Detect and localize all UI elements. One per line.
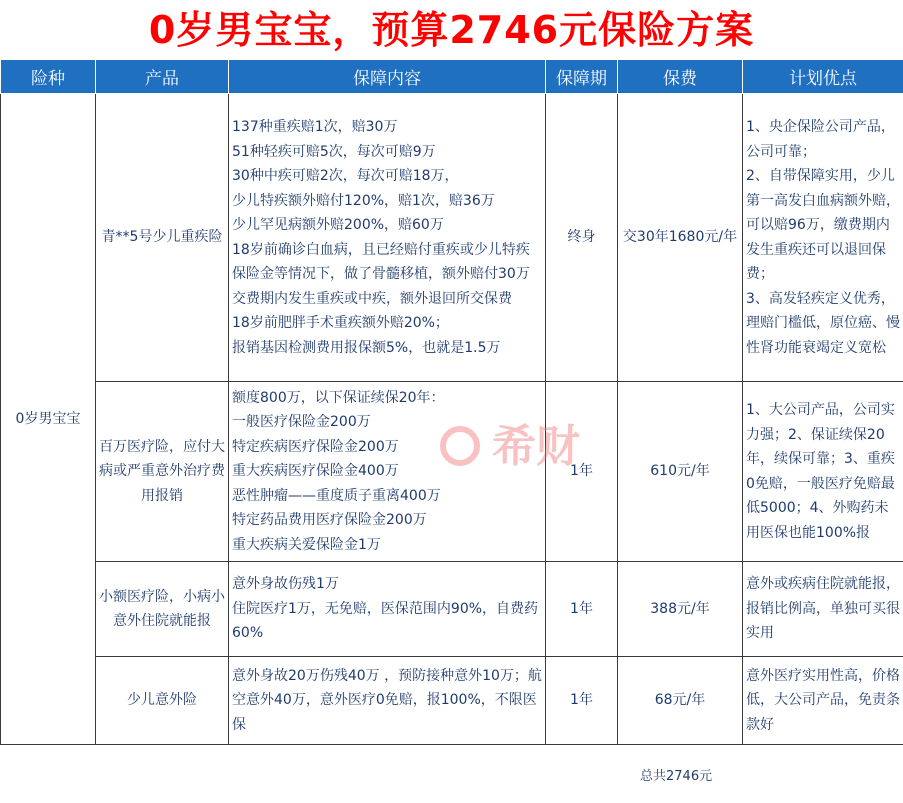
coverage-line: 意外身故伤残1万 [232,576,339,593]
header-advantages: 计划优点 [743,60,903,94]
category-cell: 0岁男宝宝 [1,94,96,745]
coverage-line: 重大疾病医疗保险金400万 [232,463,399,480]
coverage-line: 18岁前确诊白血病，且已经赔付重疾或少儿特疾保险金等情况下，做了骨髓移植，额外赔付30万 [232,241,530,282]
table-row [1,94,903,382]
product-cell: 青**5号少儿重疾险 [96,94,229,382]
coverage-cell [229,94,546,382]
advantages-cell: 1、大公司产品，公司实力强；2、保证续保20年，续保可靠；3、重疾0免赔，一般医疗免赔最低5000；4、外购药未用医保也能100%报 [743,382,903,562]
header-category: 险种 [1,60,96,94]
premium-cell: 388元/年 [618,562,743,657]
coverage-line: 137种重疾赔1次，赔30万 [232,119,398,135]
total-premium: 总共2746元 [640,769,713,784]
header-term: 保障期 [546,60,618,94]
header-product: 产品 [96,60,229,94]
term-cell: 1年 [546,382,618,562]
term-cell: 1年 [546,562,618,657]
term-cell: 1年 [546,657,618,745]
premium-cell: 交30年1680元/年 [618,94,743,382]
coverage-cell [229,382,546,562]
coverage-line: 一般医疗保险金200万 [232,414,371,431]
premium-cell: 68元/年 [618,657,743,745]
header-coverage: 保障内容 [229,60,546,94]
product-cell: 小额医疗险，小病小意外住院就能报 [96,562,229,657]
watermark-text: 希财 [492,421,580,472]
page-title: 0岁男宝宝，预算2746元保险方案 [148,8,755,52]
coverage-line: 30种中疾可赔2次，每次可赔18万， [232,168,459,184]
coverage-line: 重大疾病关爱保险金1万 [232,536,381,553]
coverage-line: 特定疾病医疗保险金200万 [232,438,399,455]
coverage-line: 51种轻疾可赔5次，每次可赔9万 [232,143,436,160]
coverage-line: 报销基因检测费用报保额5%，也就是1.5万 [232,339,501,356]
advantages-cell: 1、央企保险公司产品，公司可靠； 2、自带保障实用，少儿第一高发白血病额外赔，可以赔96万，缴费期内发生重疾还可以退回保费； 3、高发轻疾定义优秀，理赔门槛低，原位癌、慢性肾功能衰竭定义宽松 [743,94,903,382]
premium-cell: 610元/年 [618,382,743,562]
coverage-line: 恶性肿瘤——重度质子重离400万 [232,487,441,504]
coverage-line: 住院医疗1万，无免赔，医保范围内90%，自费药60% [232,600,539,642]
coverage-line: 特定药品费用医疗保险金200万 [232,512,427,529]
product-cell: 少儿意外险 [96,657,229,745]
product-cell: 百万医疗险，应付大病或严重意外治疗费用报销 [96,382,229,562]
table-row [1,562,903,657]
term-cell: 终身 [546,94,618,382]
table-row [1,382,903,562]
advantages-cell: 意外医疗实用性高，价格低，大公司产品，免责条款好 [743,657,903,745]
coverage-line: 交费期内发生重疾或中疾，额外退回所交保费 [232,290,512,307]
coverage-line: 少儿罕见病额外赔200%，赔60万 [232,217,444,233]
coverage-line: 少儿特疾额外赔付120%，赔1次，赔36万 [232,192,495,209]
table-header-row [1,60,903,94]
insurance-plan-table [0,59,903,745]
table-row [1,657,903,745]
coverage-line: 意外身故20万伤残40万 ，预防接种意外10万；航空意外40万，意外医疗0免赔，报100%，不限医保 [232,667,542,733]
coverage-cell [229,562,546,657]
header-premium: 保费 [618,60,743,94]
advantages-cell: 意外或疾病住院就能报，报销比例高，单独可买很实用 [743,562,903,657]
coverage-cell [229,657,546,745]
coverage-line: 18岁前肥胖手术重疾额外赔20%； [232,315,449,331]
coverage-line: 额度800万，以下保证续保20年： [232,389,445,406]
